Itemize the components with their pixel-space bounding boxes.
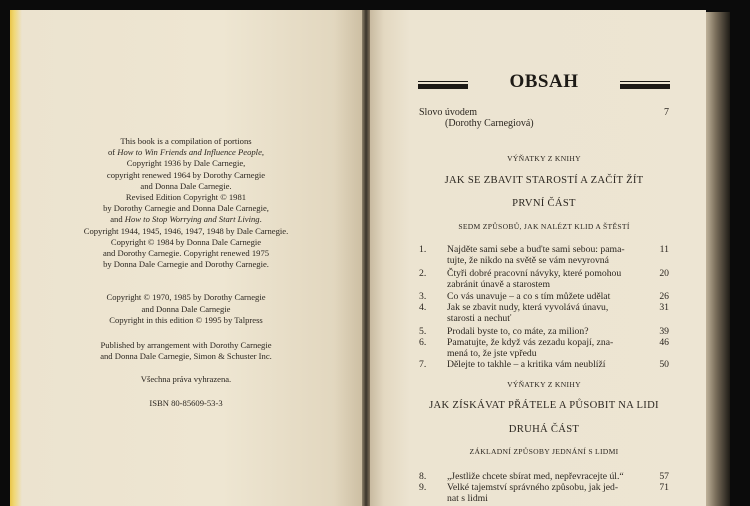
toc-entry-title: Velké tajemství správného způsobu, jak jed- nat s lidmi [447, 482, 619, 504]
copyright-line: copyright renewed 1964 by Dorothy Carnegie [106, 169, 266, 180]
heading-rule-right [620, 84, 670, 89]
book-title-2: JAK ZÍSKÁVAT PŘÁTELE A PŮSOBIT NA LIDI [429, 400, 659, 411]
toc-entry-number: 8. [419, 471, 427, 482]
toc-entry-number: 9. [419, 482, 427, 493]
part-1-subtitle: SEDM ZPŮSOBŮ, JAK NALÉZT KLID A ŠTĚSTÍ [458, 222, 630, 231]
book-title-1: JAK SE ZBAVIT STAROSTÍ A ZAČÍT ŽÍT [444, 175, 644, 186]
intro-page: 7 [664, 107, 669, 118]
toc-entry-title: Najděte sami sebe a buďte sami sebou: pama- tujte, že nikdo na světě se vám nevyrovná [447, 244, 625, 266]
left-page [10, 10, 362, 506]
toc-entry-number: 1. [419, 244, 427, 255]
copyright-line: Copyright © 1984 by Donna Dale Carnegie [110, 236, 262, 247]
copyright-line: This book is a compilation of portions [120, 136, 252, 146]
copyright-line: Copyright in this edition © 1995 by Talpress [109, 314, 263, 325]
toc-entry-number: 7. [419, 359, 427, 370]
copyright-line: and Donna Dale Carnegie, Simon & Schuster Inc. [100, 351, 272, 362]
toc-entry-number: 2. [419, 268, 427, 279]
toc-entry-page: 26 [659, 291, 669, 302]
part-2-title: DRUHÁ ČÁST [508, 424, 580, 435]
copyright-line: and Dorothy Carnegie. Copyright renewed 1975 [102, 248, 270, 259]
page-title: OBSAH [509, 71, 579, 92]
toc-entry-page: 11 [659, 244, 669, 255]
right-page [370, 10, 706, 506]
isbn [30, 398, 342, 409]
copyright-line: of How to Win Friends and Influence People, [107, 147, 265, 158]
copyright-line: Copyright 1944, 1945, 1946, 1947, 1948 by Dale Carnegie. [83, 225, 289, 236]
copyright-line: by Donna Dale Carnegie and Dorothy Carnegie. [103, 259, 269, 270]
toc-entry-page: 71 [659, 482, 669, 493]
toc-entry-title: Co vás unavuje – a co s tím můžete udělat [447, 291, 611, 302]
part-2-subtitle: ZÁKLADNÍ ZPŮSOBY JEDNÁNÍ S LIDMI [469, 447, 619, 456]
toc-entry-number: 5. [419, 326, 427, 337]
copyright-line: Copyright © 1970, 1985 by Dorothy Carnegie [106, 292, 266, 303]
copyright-line: by Dorothy Carnegie and Donna Dale Carnegie, [103, 203, 269, 214]
toc-entry-number: 4. [419, 302, 427, 313]
toc-entry-page: 46 [659, 337, 669, 348]
toc-entry-title: Prodali byste to, co máte, za milion? [447, 326, 589, 337]
toc-entry-page: 31 [659, 302, 669, 313]
copyright-line: Všechna práva vyhrazena. [140, 374, 232, 385]
book-gutter [362, 10, 370, 506]
copyright-line: Copyright 1936 by Dale Carnegie, [126, 158, 246, 169]
intro-title: Slovo úvodem [419, 107, 478, 118]
intro-subtitle: (Dorothy Carnegiová) [445, 118, 534, 130]
copyright-line: and Donna Dale Carnegie [141, 303, 231, 314]
toc-entry-number: 3. [419, 291, 427, 302]
excerpt-label-1: VÝŇATKY Z KNIHY [507, 154, 581, 163]
copyright-line: ISBN 80-85609-53-3 [149, 397, 223, 408]
contents-heading [418, 71, 670, 97]
copyright-line: and How to Stop Worrying and Start Living. [110, 214, 262, 225]
copyright-block-2 [30, 292, 342, 326]
toc-entry-title: „Jestliže chcete sbírat med, nepřevracejte úl.“ [447, 471, 624, 482]
copyright-line: Revised Edition Copyright © 1981 [125, 192, 247, 203]
copyright-line: and Donna Dale Carnegie. [140, 180, 232, 191]
toc-entry-page: 20 [659, 268, 669, 279]
toc-entry-title: Čtyři dobré pracovní návyky, které pomohou zabránit únavě a starostem [447, 268, 622, 290]
copyright-line: Published by arrangement with Dorothy Carnegie [100, 340, 272, 351]
toc-entry-page: 57 [659, 471, 669, 482]
excerpt-label-2: VÝŇATKY Z KNIHY [507, 380, 581, 389]
toc-intro [419, 107, 669, 130]
toc-entry-number: 6. [419, 337, 427, 348]
toc-entry-page: 39 [659, 326, 669, 337]
copyright-notice [30, 136, 342, 409]
part-1-title: PRVNÍ ČÁST [512, 198, 576, 209]
toc-entry-title: Dělejte to takhle – a kritika vám neublíží [447, 359, 606, 370]
toc-entry-title: Jak se zbavit nudy, která vyvolává únavu, starosti a nechuť [447, 302, 609, 324]
toc-entry-title: Pamatujte, že když vás zezadu kopají, zna- mená to, že jste vpředu [447, 337, 614, 359]
copyright-block-1 [30, 136, 342, 270]
publisher-note [30, 340, 342, 362]
book-page-edges [706, 12, 730, 506]
rights-reserved [30, 374, 342, 385]
toc-entry-page: 50 [659, 359, 669, 370]
